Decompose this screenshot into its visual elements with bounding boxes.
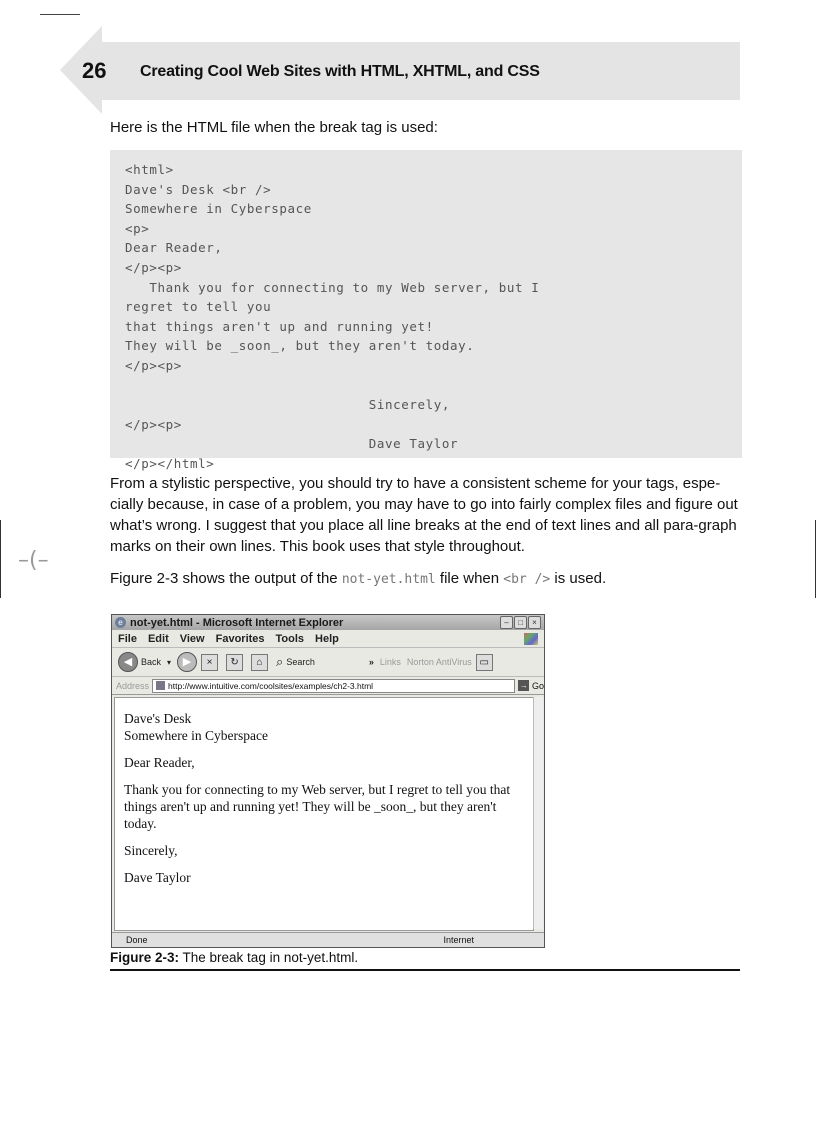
back-button-label[interactable]: Back [141,657,162,667]
figure-reference [110,570,606,587]
bottom-rule [110,969,740,971]
figure-caption [110,950,358,965]
home-icon[interactable]: ⌂ [251,654,268,671]
running-head: Creating Cool Web Sites with HTML, XHTML, and CSS [140,63,540,80]
maximize-icon[interactable]: □ [514,616,527,629]
windows-flag-icon [524,633,538,645]
page-icon [156,681,165,690]
search-button-label[interactable]: Search [286,657,315,667]
scrollbar[interactable] [533,697,543,929]
forward-arrow-icon[interactable]: ▶ [177,652,197,672]
back-dropdown-icon[interactable]: ▾ [167,657,172,667]
content-line: Thank you for connecting to my Web server, but I regret to tell you that things aren't up and running yet! They will be _soon_, but they aren't today. [124,782,511,831]
antivirus-icon[interactable]: ▭ [476,654,493,671]
page-number: 26 [82,58,107,83]
address-url: http://www.intuitive.com/coolsites/examples/ch2-3.html [168,680,374,691]
status-text: Done [126,935,148,945]
menu-help[interactable]: Help [315,632,339,645]
go-button-label[interactable]: Go [531,680,544,691]
code-listing [110,150,742,471]
content-line: Sincerely, [124,843,178,858]
menu-tools[interactable]: Tools [275,632,305,645]
figure-ref-mid: file when [435,570,504,587]
search-icon[interactable]: ⌕ [276,654,284,669]
chevron-icon[interactable]: » [368,657,374,667]
content-line: Somewhere in Cyberspace [124,728,268,743]
title-bar [112,615,544,630]
links-label[interactable]: Links [379,657,401,667]
menu-edit[interactable]: Edit [147,632,169,645]
address-bar [112,677,544,695]
content-line: Dave's Desk [124,711,192,726]
toolbar [112,648,544,677]
internet-zone: Internet [443,935,474,945]
content-line: Dear Reader, [124,755,195,770]
menu-favorites[interactable]: Favorites [215,632,265,645]
caption-text: The break tag in not-yet.html. [179,950,359,965]
content-line: Dave Taylor [124,870,191,885]
stop-icon[interactable]: × [201,654,218,671]
address-label: Address [116,680,150,691]
go-arrow-icon[interactable]: → [519,681,528,690]
back-arrow-icon[interactable]: ◀ [118,652,138,672]
top-rule [40,14,80,15]
body-paragraph: From a stylistic perspective, you should try to have a consistent scheme for your tags, espe-cially because, in case of a problem, you may have to go into fairly complex files and figure out what’s wrong. I suggest that you place all line breaks at the end of text lines and all para-graph marks on their own lines. This book uses that style throughout. [110,475,738,555]
address-input[interactable] [152,679,515,693]
figure-ref-post: is used. [550,570,607,587]
status-bar [112,932,544,947]
code-block: <html> Dave's Desk <br /> Somewhere in Cyberspace <p> Dear Reader, </p><p> Thank you for connecting to my Web server, but I regret to tell you that things aren't up and running yet! They will be _soon_, but they aren't today. </p><p> Sincerely, </p><p> Dave Taylor </p></html> [125,162,540,471]
menu-view[interactable]: View [179,632,205,645]
figure-ref-file: not-yet.html [341,572,436,587]
close-icon[interactable]: × [528,616,541,629]
menu-bar [112,630,544,648]
minimize-icon[interactable]: – [500,616,513,629]
browser-window [111,614,545,948]
figure-ref-tag: <br /> [503,572,551,587]
page-content [114,697,534,931]
norton-antivirus-label[interactable]: Norton AntiVirus [406,657,472,667]
intro-text: Here is the HTML file when the break tag is used: [110,119,438,136]
margin-mark-left [0,520,1,598]
crop-mark: –(– [18,548,49,573]
ie-icon: e [115,617,126,628]
window-title: not-yet.html - Microsoft Internet Explorer [130,616,344,629]
refresh-icon[interactable]: ↻ [226,654,243,671]
caption-label: Figure 2-3: [110,950,180,965]
figure-ref-pre: Figure 2-3 shows the output of the [110,570,342,587]
menu-file[interactable]: File [118,632,137,645]
